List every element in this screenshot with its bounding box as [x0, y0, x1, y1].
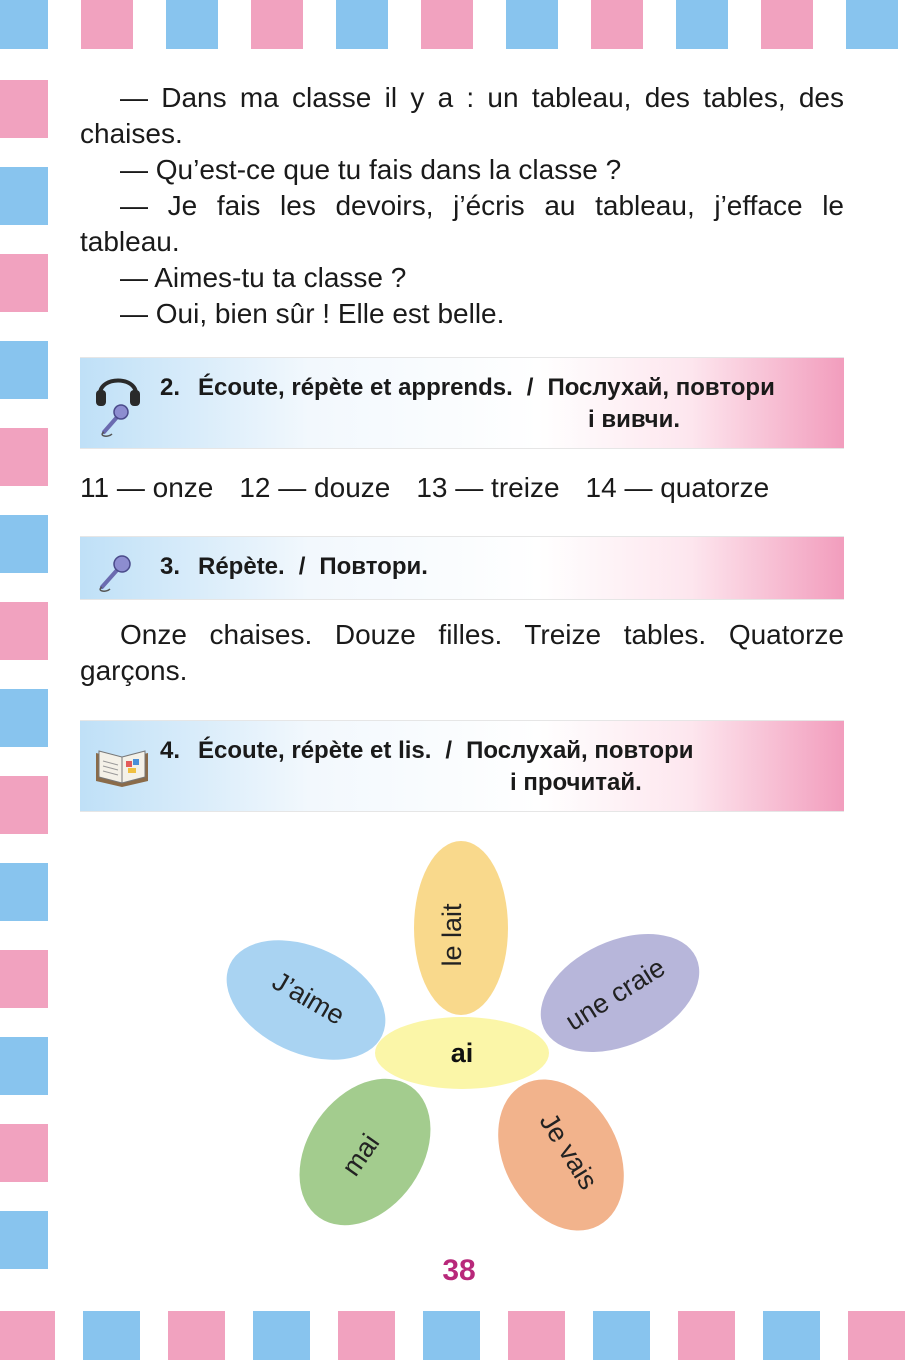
task-2-instruction [160, 372, 840, 404]
border-square [761, 0, 813, 49]
page-number: 38 [442, 1254, 476, 1287]
microphone-icon [94, 545, 142, 593]
number-item: 11 — onze [80, 472, 214, 503]
petal-word: mai [335, 1128, 386, 1182]
task-3-instruction [160, 551, 428, 583]
task-french: Écoute, répète et apprends. [198, 374, 513, 401]
border-square [0, 776, 48, 834]
border-square [336, 0, 388, 49]
dialogue-line: — Dans ma classe il y a : un tableau, des tables, des chaises. [80, 82, 844, 149]
border-square [0, 428, 48, 486]
dialogue-line: — Qu’est-ce que tu fais dans la classe ? [120, 154, 622, 185]
border-square [0, 689, 48, 747]
center-sound: ai [450, 1038, 474, 1068]
border-square [423, 1311, 480, 1360]
open-book-icon [94, 739, 150, 789]
petal-word: J’aime [267, 965, 350, 1031]
border-square [0, 80, 48, 138]
border-square [846, 0, 898, 49]
number-item: 14 — quatorze [585, 472, 770, 503]
task-2-banner [80, 357, 844, 449]
task-number: 2. [160, 374, 181, 401]
task-4-instruction [160, 735, 840, 767]
border-square [0, 1037, 48, 1095]
sentences-line: Onze chaises. Douze filles. Treize tables. Quatorze garçons. [80, 619, 844, 686]
border-square [168, 1311, 225, 1360]
border-square [83, 1311, 140, 1360]
task-4-banner [80, 720, 844, 812]
flower-center [375, 1017, 549, 1089]
border-square [0, 167, 48, 225]
number-item: 13 — treize [416, 472, 560, 503]
border-square [593, 1311, 650, 1360]
petal-word: le lait [437, 903, 467, 967]
border-square [421, 0, 473, 49]
border-square [0, 1124, 48, 1182]
border-square [0, 515, 48, 573]
headphones-microphone-icon [94, 368, 142, 438]
border-square [81, 0, 133, 49]
word-flower-diagram [200, 830, 720, 1240]
petal-une-craie [522, 910, 718, 1075]
task-ukrainian: Повтори. [319, 553, 428, 580]
dialogue-line: — Je fais les devoirs, j’écris au tableau, j’efface le tableau. [80, 190, 844, 257]
border-square [591, 0, 643, 49]
dialogue-line: — Oui, bien sûr ! Elle est belle. [120, 298, 505, 329]
border-square [848, 1311, 905, 1360]
border-square [508, 1311, 565, 1360]
border-square [676, 0, 728, 49]
border-square [253, 1311, 310, 1360]
task-ukrainian: Послухай, повтори [547, 374, 775, 401]
border-square [166, 0, 218, 49]
petal-word: une craie [560, 952, 671, 1037]
petal-word: Je vais [533, 1107, 604, 1195]
task-french: Répète. [198, 553, 285, 580]
numbers-row [80, 470, 844, 506]
border-square [0, 0, 48, 49]
task-number: 3. [160, 553, 181, 580]
border-square [506, 0, 558, 49]
border-square [338, 1311, 395, 1360]
border-square [0, 863, 48, 921]
border-square [0, 1311, 55, 1360]
number-item: 12 — douze [239, 472, 391, 503]
petal-j-aime [207, 916, 404, 1083]
border-square [0, 602, 48, 660]
border-square [251, 0, 303, 49]
task-number: 4. [160, 737, 181, 764]
task-ukrainian: Послухай, повтори [466, 737, 694, 764]
task-separator: / [298, 553, 306, 580]
task-2-ukrainian-line2: і вивчи. [588, 406, 681, 433]
task-french: Écoute, répète et lis. [198, 737, 432, 764]
sentences-text [80, 617, 844, 689]
petal-le-lait [414, 841, 508, 1015]
border-square [0, 950, 48, 1008]
border-square [0, 254, 48, 312]
border-square [678, 1311, 735, 1360]
task-3-banner [80, 536, 844, 600]
border-square [0, 341, 48, 399]
task-separator: / [445, 737, 453, 764]
task-4-ukrainian-line2: і прочитай. [510, 769, 642, 796]
dialogue-text [80, 80, 844, 332]
dialogue-line: — Aimes-tu ta classe ? [120, 262, 407, 293]
task-separator: / [526, 374, 534, 401]
border-square [763, 1311, 820, 1360]
